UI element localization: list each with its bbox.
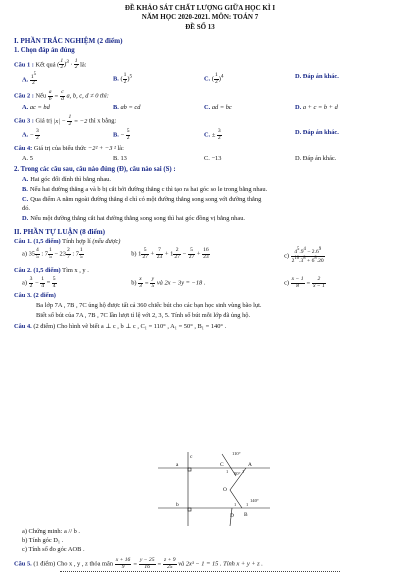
question-3: Câu 3 : Giá trị |x| − $\frac{1}{2}$ = −2 thì x bằng: xyxy=(14,114,117,127)
essay-5: Câu 5. (1 điểm) Cho x , y , z thỏa mãn $\frac{x + 16}{9}$ = $\frac{y - 25}{16}$ = $\frac{z + 9}{25}$ và 2x³ − 1 = 15 . Tính x + y + z . xyxy=(14,557,263,570)
q4-option-a[interactable]: A. 5 xyxy=(22,154,34,162)
label-O: O xyxy=(223,487,227,493)
label-1-b: 1 xyxy=(246,502,249,507)
essay1-text: Tính hợp lí xyxy=(62,238,91,246)
q3-option-b[interactable]: B. − $\frac{5}{2}$ xyxy=(113,128,130,141)
label-a: a xyxy=(176,462,179,468)
essay1-note: (nếu được) xyxy=(92,238,121,246)
q2-option-d[interactable]: D. a + c = b + d xyxy=(295,104,338,112)
q4-expression: −2² + −3 ² xyxy=(87,144,116,152)
essay2-label: Câu 2. (1,5 điểm) xyxy=(14,266,61,274)
footer-divider xyxy=(60,571,340,574)
q3-tail: thì x bằng: xyxy=(88,117,117,125)
part2-title: II. PHẦN TỰ LUẬN (8 điểm) xyxy=(14,228,106,237)
header-title: ĐỀ KHẢO SÁT CHẤT LƯỢNG GIỮA HỌC KÌ I xyxy=(124,4,276,12)
part1-title: I. PHẦN TRẮC NGHIỆM (2 điểm) xyxy=(14,37,123,46)
label-1-d: 1 xyxy=(234,502,237,507)
q4-label: Câu 4: xyxy=(14,144,33,152)
part1-sub1: 1. Chọn đáp án đúng xyxy=(14,47,75,55)
essay1-label: Câu 1. (1,5 điểm) xyxy=(14,238,61,246)
essay5-text: (1 điểm) Cho x , y , z thỏa mãn xyxy=(33,560,114,568)
angle-50: 50° xyxy=(234,471,241,476)
essay5-label: Câu 5. xyxy=(14,560,32,568)
label-1-c: 1 xyxy=(226,469,229,474)
q1-option-c[interactable]: C. ( $\frac{1}{2}$ )$^4$ xyxy=(204,71,224,85)
part1-sub2: 2. Trong các câu sau, câu nào đúng (Đ), câu nào sai (S) : xyxy=(14,165,176,173)
essay-4 xyxy=(14,323,386,331)
q2-condition: a, b, c, d ≠ 0 thì: xyxy=(66,92,109,100)
right-angle-c-b xyxy=(188,508,191,511)
geometry-figure xyxy=(150,450,280,526)
essay2-b: b) $\frac{x}{3}$ = $\frac{y}{5}$ và 2x − 3y = −18 . xyxy=(131,275,206,289)
essay5-mid: và 2x³ − 1 = 15 . Tính x + y + z . xyxy=(178,560,263,568)
essay3-line1: Ba lớp 7A , 7B , 7C ủng hộ được tất cả 360 chiếc bút cho các bạn học sinh vùng bão lụt. xyxy=(36,302,262,310)
essay4-b: b) Tính góc D₁ . xyxy=(22,537,64,544)
essay2-items xyxy=(14,277,386,289)
essay3-line2: Biết số bút của 7A , 7B , 7C lần lượt tỉ lệ với 2, 3, 5. Tính số bút mỗi lớp đã ủng hộ. xyxy=(36,312,251,320)
essay2-text: Tìm x , y . xyxy=(62,266,89,274)
q4-option-c[interactable]: C. −13 xyxy=(204,154,222,162)
q3-option-a[interactable]: A. − $\frac{3}{2}$ xyxy=(22,128,39,141)
essay2-c: c) $\frac{x - 1}{8}$ = $\frac{2}{x - 1}$ xyxy=(284,275,325,289)
essay1-items xyxy=(14,248,386,264)
q1-label: Câu 1 : xyxy=(14,61,34,69)
q4-text: Giá trị của biểu thức xyxy=(33,144,87,152)
q2-text: Nếu xyxy=(35,92,47,100)
label-B: B xyxy=(244,512,248,518)
essay4-text: (2 điểm) Cho hình vẽ biết a ⊥ c , b ⊥ c , C₁ = 110° , A₁ = 50° , B₁ = 140° . xyxy=(33,323,227,331)
essay4-c: c) Tính số đo góc AOB . xyxy=(22,546,85,553)
statement-c: C. Qua điểm A nằm ngoài đường thẳng d chỉ có một đường thẳng song song với đường thẳng xyxy=(22,196,262,204)
q1-tail: là: xyxy=(80,61,87,69)
label-1-a: 1 xyxy=(242,469,245,474)
q3-option-d[interactable]: D. Đáp án khác. xyxy=(295,129,339,137)
essay4-a: a) Chứng minh: a // b . xyxy=(22,528,80,535)
essay2-a: a) $\frac{3}{2}$ − $\frac{1}{4}$ = $\frac{5}{4}$ xyxy=(22,275,56,289)
q2-label: Câu 2 : xyxy=(14,92,34,100)
essay1-c: c) $\frac{4^5.9^4 - 2.6^9}{2^{10}.3^8 + 6^8.20}$ xyxy=(284,247,324,264)
statement-c-cont: đó. xyxy=(22,205,30,213)
essay-1 xyxy=(14,238,386,246)
essay1-b: b) 1 $\frac{5}{27}$ + $\frac{7}{23}$ + 1 $\frac{2}{27}$ − $\frac{5}{27}$ + $\frac{16}{23}$ xyxy=(131,247,209,260)
q1-option-b[interactable]: B. ( $\frac{1}{2}$ )$^5$ xyxy=(113,71,133,85)
angle-140: 140° xyxy=(250,498,259,503)
q3-option-c[interactable]: C. ± $\frac{3}{2}$ xyxy=(204,128,221,141)
statement-d: D. Nếu một đường thẳng cắt hai đường thẳng song song thì hai góc đồng vị bằng nhau. xyxy=(22,215,246,223)
essay3-label: Câu 3. (2 điểm) xyxy=(14,292,56,300)
essay4-label: Câu 4. xyxy=(14,323,32,331)
q1-text: Kết quả xyxy=(35,61,56,69)
q4-option-d[interactable]: D. Đáp án khác. xyxy=(295,154,337,162)
header-year-subject: NĂM HỌC 2020-2021. MÔN: TOÁN 7 xyxy=(141,13,259,22)
q1-option-d[interactable]: D. Đáp án khác. xyxy=(295,72,339,80)
question-2: Câu 2 : Nếu $\frac{a}{b}$ = $\frac{c}{d}$ a, b, c, d ≠ 0 thì: xyxy=(14,89,109,102)
label-A: A xyxy=(248,462,252,468)
header-exam-number: ĐỀ SỐ 13 xyxy=(185,22,215,31)
q2-option-a[interactable]: A. ac = bd xyxy=(22,104,50,112)
statement-b: B. Nếu hai đường thẳng a và b bị cắt bởi đường thẳng c thì tạo ra hai góc so le trong bằng nhau. xyxy=(22,186,268,194)
essay1-a: a) 35 $\frac{4}{5}$ : 7 $\frac{1}{5}$ − 23 $\frac{2}{7}$ : 7 $\frac{1}{5}$ xyxy=(22,247,83,260)
q2-option-b[interactable]: B. ab = cd xyxy=(113,104,141,112)
label-c: c xyxy=(190,454,193,460)
q2-option-c[interactable]: C. ad = bc xyxy=(204,104,232,112)
q1-options xyxy=(14,73,386,87)
essay-2 xyxy=(14,267,386,275)
q3-text: Giá trị xyxy=(35,117,53,125)
q3-label: Câu 3 : xyxy=(14,117,34,125)
label-b: b xyxy=(176,502,179,508)
essay4-parts xyxy=(14,528,386,570)
exam-header xyxy=(14,4,386,32)
q3-options xyxy=(14,129,386,141)
statement-a: A. Hai góc đối đỉnh thì bằng nhau. xyxy=(22,176,111,184)
label-C: C xyxy=(220,462,224,468)
q4-options xyxy=(14,155,386,163)
label-D: D xyxy=(230,513,234,519)
q4-tail: là: xyxy=(117,144,124,152)
essay-3 xyxy=(14,292,386,300)
right-angle-c-a xyxy=(188,468,191,471)
question-4 xyxy=(14,145,386,153)
q1-option-a[interactable]: A. $\frac{1^5}{2}$ xyxy=(22,71,36,87)
angle-110: 110° xyxy=(232,451,241,456)
question-1: Câu 1 : Kết quả ( $\frac{1}{2}$ )$^3$ · $\frac{1}{2}$ là: xyxy=(14,57,87,71)
q2-options xyxy=(14,104,386,112)
q4-option-b[interactable]: B. 13 xyxy=(113,154,127,162)
